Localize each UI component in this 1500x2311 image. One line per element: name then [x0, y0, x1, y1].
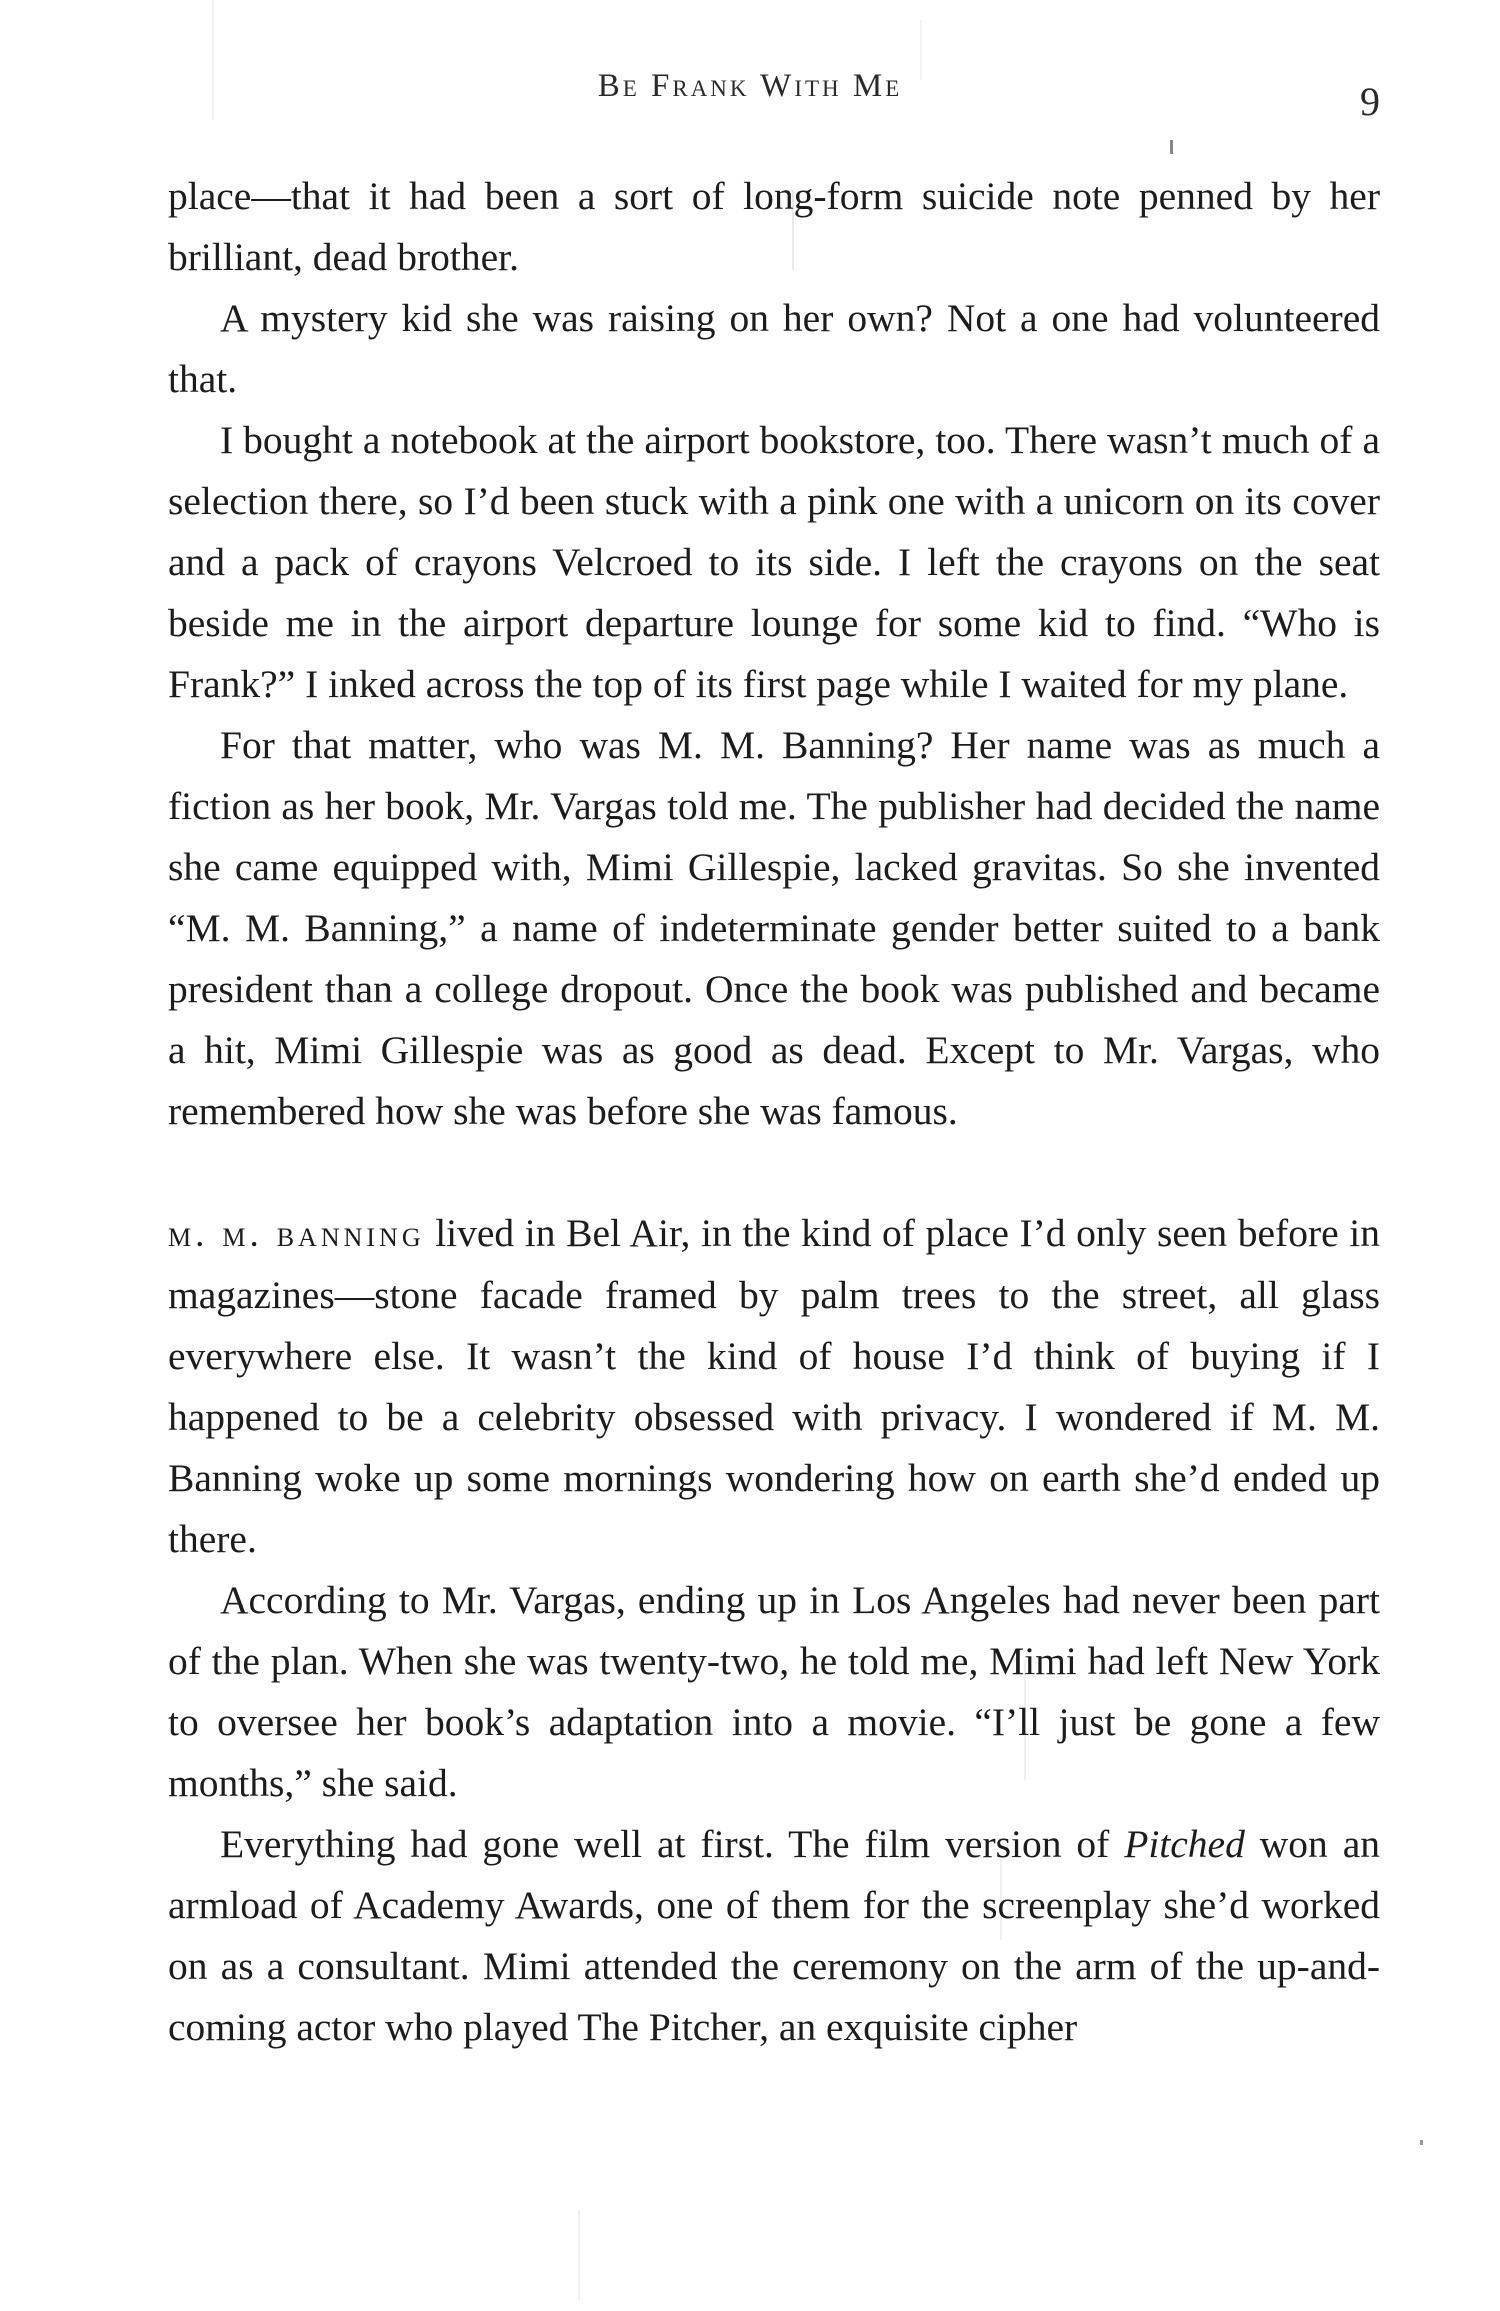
- paragraph: A mystery kid she was raising on her own? Not a one had volunteered that.: [168, 296, 1380, 401]
- paragraph-text: Everything had gone well at first. The film version of: [220, 1822, 1125, 1866]
- paragraph: According to Mr. Vargas, ending up in Los Angeles had never been part of the plan. When she was twenty-two, he told me, Mimi had left New York to oversee her book’s adaptation into a movie. “I’ll just be gone a few months,” she said.: [168, 1578, 1380, 1805]
- running-head: Be Frank With Me: [597, 68, 903, 104]
- body-text: [168, 166, 1380, 2058]
- paragraph-text: lived in Bel Air, in the kind of place I’d only seen before in magazines—stone facade framed by palm trees to the street, all glass everywhere else. It wasn’t the kind of house I’d think of buying if I happened to be a celebrity obsessed with privacy. I wondered if M. M. Banning woke up some mornings wondering how on earth she’d ended up there.: [168, 1211, 1380, 1561]
- scan-artifact-line: [1420, 2140, 1423, 2145]
- section-lead-in: m. m. banning: [168, 1214, 425, 1255]
- paragraph: place—that it had been a sort of long-form suicide note penned by her brilliant, dead brother.: [168, 174, 1380, 279]
- paragraph: For that matter, who was M. M. Banning? Her name was as much a fiction as her book, Mr. Vargas told me. The publisher had decided the name she came equipped with, Mimi Gillespie, lacked gravitas. So she invented “M. M. Banning,” a name of indeterminate gender better suited to a bank president than a college dropout. Once the book was published and became a hit, Mimi Gillespie was as good as dead. Except to Mr. Vargas, who remembered how she was before she was famous.: [168, 723, 1380, 1133]
- section-start-paragraph: [168, 1203, 1380, 1570]
- page-number: 9: [1360, 79, 1380, 124]
- paragraph: I bought a notebook at the airport bookstore, too. There wasn’t much of a selection there, so I’d been stuck with a pink one with a unicorn on its cover and a pack of crayons Velcroed to its side. I left the crayons on the seat beside me in the airport departure lounge for some kid to find. “Who is Frank?” I inked across the top of its first page while I waited for my plane.: [168, 418, 1380, 706]
- scan-artifact-line: [578, 2210, 580, 2300]
- paragraph-text: won an armload of Academy Awards, one of them for the screenplay she’d worked on as a consultant. Mimi attended the ceremony on the arm of the up-and-coming actor who played The Pitcher, an exquisite cipher: [168, 1822, 1380, 2049]
- book-title: Pitched: [1124, 1822, 1245, 1866]
- scan-artifact-line: [1170, 140, 1173, 154]
- paragraph: [168, 1814, 1380, 2058]
